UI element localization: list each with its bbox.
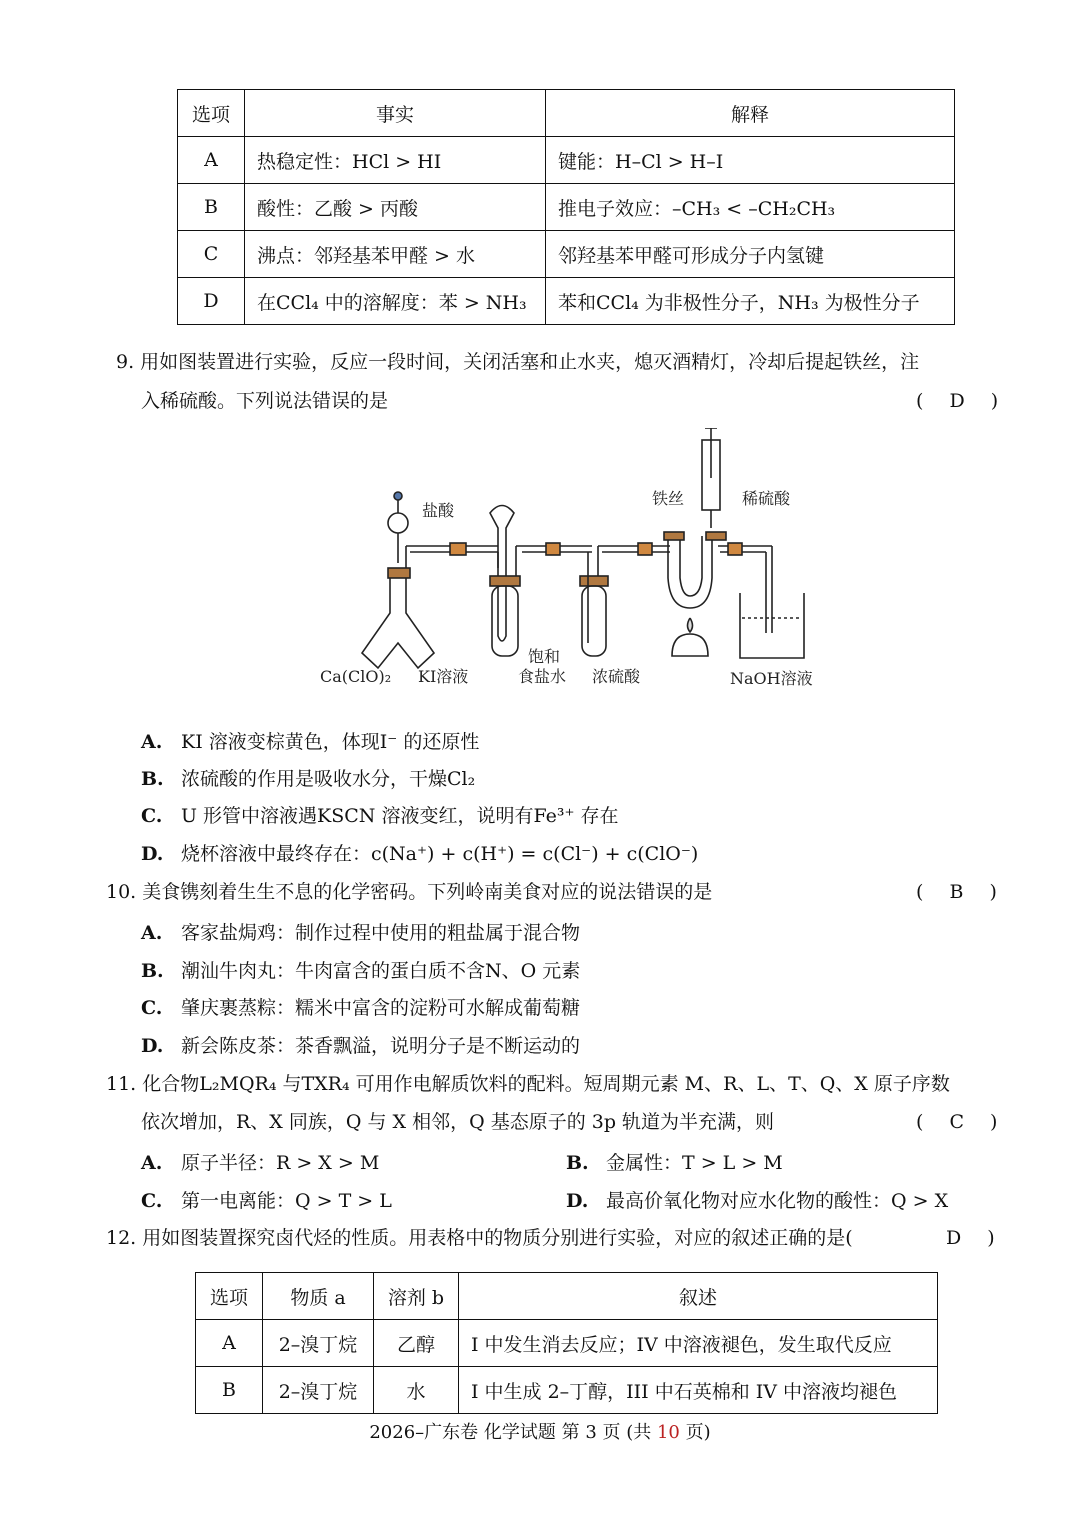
- table-q8: [177, 89, 955, 325]
- question-10-option-b: [141, 959, 580, 983]
- option-label: D.: [566, 1190, 589, 1212]
- option-label: D.: [141, 843, 164, 865]
- question-9-option-b: [141, 767, 475, 791]
- diagram-label-brine-2: 食盐水: [518, 667, 567, 686]
- table-cell: A: [196, 1320, 263, 1367]
- option-label: B.: [141, 960, 164, 982]
- option-label: C.: [141, 997, 163, 1019]
- option-text: 原子半径：R > X > M: [181, 1152, 380, 1174]
- table-cell: 键能：H–Cl > H–I: [546, 137, 955, 184]
- option-text: 最高价氧化物对应水化物的酸性：Q > X: [606, 1190, 949, 1212]
- option-label: B.: [566, 1152, 589, 1174]
- option-text: KI 溶液变棕黄色，体现I⁻ 的还原性: [181, 731, 480, 753]
- table-header-cell: 事实: [245, 90, 546, 137]
- question-10-option-a: [141, 921, 580, 945]
- footer-prefix: 2026–广东卷 化学试题 第 3 页 (共: [369, 1422, 657, 1443]
- diagram-label-ki: KI溶液: [418, 667, 469, 686]
- table-cell: 2–溴丁烷: [263, 1320, 374, 1367]
- table-cell: I 中生成 2–丁醇，III 中石英棉和 IV 中溶液均褪色: [459, 1367, 938, 1414]
- option-text: 金属性：T > L > M: [606, 1152, 783, 1174]
- question-11-answer: ( C ): [916, 1111, 1008, 1133]
- option-label: C.: [141, 1190, 163, 1212]
- footer-total-pages: 10: [656, 1422, 680, 1443]
- question-10-answer: ( B ): [916, 881, 1007, 903]
- diagram-label-brine-1: 饱和: [528, 647, 561, 666]
- question-11-option-a: [141, 1151, 379, 1175]
- footer-suffix: 页): [679, 1422, 711, 1443]
- table-cell: C: [178, 231, 245, 278]
- option-label: D.: [141, 1035, 164, 1057]
- table-cell: D: [178, 278, 245, 325]
- table-header-cell: 溶剂 b: [374, 1273, 459, 1320]
- table-cell: A: [178, 137, 245, 184]
- question-9-option-c: [141, 804, 619, 828]
- diagram-label-iron: 铁丝: [652, 489, 685, 508]
- table-cell: 邻羟基苯甲醛可形成分子内氢键: [546, 231, 955, 278]
- table-header-cell: 解释: [546, 90, 955, 137]
- question-11-stem-line2: 依次增加，R、X 同族，Q 与 X 相邻，Q 基态原子的 3p 轨道为半充满，则: [141, 1111, 775, 1133]
- apparatus-diagram: [310, 428, 830, 698]
- table-cell: 乙醇: [374, 1320, 459, 1367]
- table-row: [178, 231, 955, 278]
- question-12-stem: 12. 用如图装置探究卤代烃的性质。用表格中的物质分别进行实验，对应的叙述正确的是(: [106, 1227, 853, 1249]
- option-text: 潮汕牛肉丸：牛肉富含的蛋白质不含N、O 元素: [181, 960, 581, 982]
- option-label: C.: [141, 805, 163, 827]
- option-label: A.: [141, 1152, 163, 1174]
- table-header-row: [196, 1273, 938, 1320]
- question-12-answer: D ): [946, 1227, 1005, 1249]
- table-cell: B: [178, 184, 245, 231]
- question-10-option-d: [141, 1034, 580, 1058]
- table-cell: 推电子效应：–CH₃ < –CH₂CH₃: [546, 184, 955, 231]
- table-row: [196, 1367, 938, 1414]
- question-11-option-c: [141, 1189, 392, 1213]
- diagram-label-h2so4-conc: 浓硫酸: [592, 667, 641, 686]
- option-text: 肇庆裹蒸粽：糯米中富含的淀粉可水解成葡萄糖: [181, 997, 581, 1019]
- table-q12: [195, 1272, 938, 1414]
- question-11-option-d: [566, 1189, 948, 1213]
- option-label: B.: [141, 768, 164, 790]
- diagram-label-h2so4-dilute: 稀硫酸: [742, 489, 791, 508]
- option-text: 浓硫酸的作用是吸收水分，干燥Cl₂: [181, 768, 476, 790]
- option-label: A.: [141, 922, 163, 944]
- question-9-option-a: [141, 730, 479, 754]
- table-cell: 热稳定性：HCl > HI: [245, 137, 546, 184]
- question-10-stem: 10. 美食镌刻着生生不息的化学密码。下列岭南美食对应的说法错误的是: [106, 881, 713, 903]
- question-9-stem-line1: 9. 用如图装置进行实验，反应一段时间，关闭活塞和止水夹，熄灭酒精灯，冷却后提起铁丝，注: [116, 351, 920, 373]
- question-10-option-c: [141, 996, 580, 1020]
- table-cell: B: [196, 1367, 263, 1414]
- table-header-cell: 选项: [178, 90, 245, 137]
- option-text: 新会陈皮茶：茶香飘溢，说明分子是不断运动的: [181, 1035, 581, 1057]
- diagram-label-hcl: 盐酸: [422, 501, 455, 520]
- question-9-stem-line2: 入稀硫酸。下列说法错误的是: [141, 390, 389, 412]
- table-cell: 水: [374, 1367, 459, 1414]
- table-cell: I 中发生消去反应；IV 中溶液褪色，发生取代反应: [459, 1320, 938, 1367]
- table-cell: 在CCl₄ 中的溶解度：苯 > NH₃: [245, 278, 546, 325]
- table-cell: 沸点：邻羟基苯甲醛 > 水: [245, 231, 546, 278]
- page-footer: [0, 1418, 1080, 1444]
- option-text: 客家盐焗鸡：制作过程中使用的粗盐属于混合物: [181, 922, 581, 944]
- table-row: [178, 137, 955, 184]
- table-row: [178, 184, 955, 231]
- table-cell: 2–溴丁烷: [263, 1367, 374, 1414]
- option-label: A.: [141, 731, 163, 753]
- question-9-answer: ( D ): [916, 390, 1009, 412]
- table-header-cell: 物质 a: [263, 1273, 374, 1320]
- diagram-label-naoh: NaOH溶液: [730, 669, 813, 688]
- table-header-row: [178, 90, 955, 137]
- table-header-cell: 叙述: [459, 1273, 938, 1320]
- option-text: U 形管中溶液遇KSCN 溶液变红，说明有Fe³⁺ 存在: [181, 805, 619, 827]
- table-row: [178, 278, 955, 325]
- diagram-label-caclo2: Ca(ClO)₂: [320, 667, 392, 686]
- table-cell: 酸性：乙酸 > 丙酸: [245, 184, 546, 231]
- option-text: 烧杯溶液中最终存在：c(Na⁺) + c(H⁺) = c(Cl⁻) + c(ClO⁻): [181, 843, 699, 865]
- table-row: [196, 1320, 938, 1367]
- question-9-option-d: [141, 842, 698, 866]
- table-header-cell: 选项: [196, 1273, 263, 1320]
- question-11-stem-line1: 11. 化合物L₂MQR₄ 与TXR₄ 可用作电解质饮料的配料。短周期元素 M、R、L、T、Q、X 原子序数: [106, 1073, 950, 1095]
- table-cell: 苯和CCl₄ 为非极性分子，NH₃ 为极性分子: [546, 278, 955, 325]
- option-text: 第一电离能：Q > T > L: [181, 1190, 392, 1212]
- question-11-option-b: [566, 1151, 783, 1175]
